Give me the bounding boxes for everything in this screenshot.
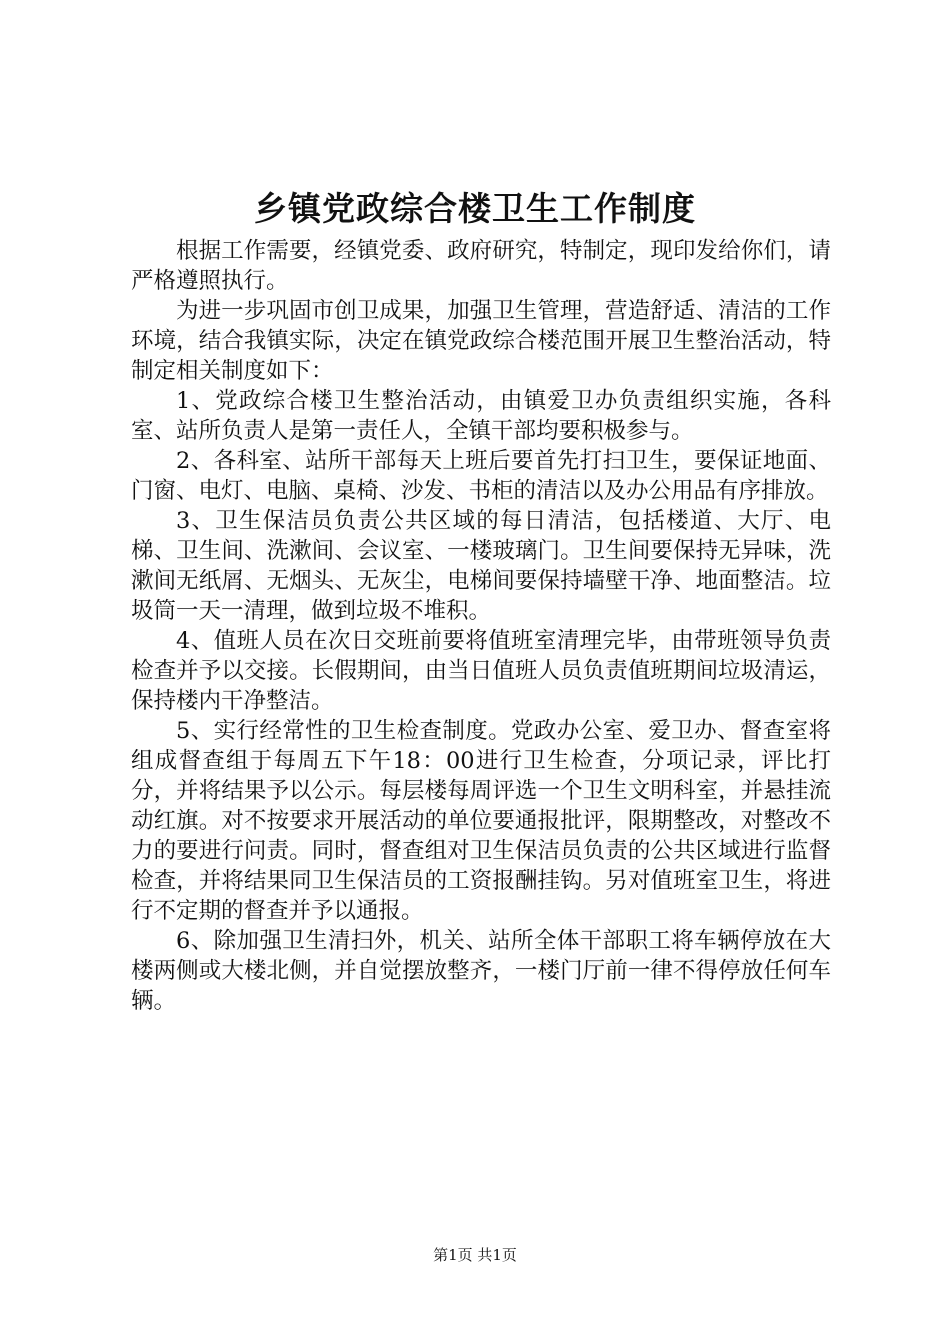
document-body: [131, 236, 831, 1016]
paragraph-rule-3: 3、卫生保洁员负责公共区域的每日清洁，包括楼道、大厅、电梯、卫生间、洗漱间、会议室、一楼玻璃门。卫生间要保持无异味，洗漱间无纸屑、无烟头、无灰尘，电梯间要保持墙壁干净、地面整洁。垃圾筒一天一清理，做到垃圾不堆积。: [131, 508, 831, 624]
paragraph-rule-4: 4、值班人员在次日交班前要将值班室清理完毕，由带班领导负责检查并予以交接。长假期间，由当日值班人员负责值班期间垃圾清运，保持楼内干净整洁。: [131, 628, 831, 714]
page-footer: 第1页 共1页: [433, 1246, 517, 1264]
paragraph-rule-6: 6、除加强卫生清扫外，机关、站所全体干部职工将车辆停放在大楼两侧或大楼北侧，并自觉摆放整齐，一楼门厅前一律不得停放任何车辆。: [131, 928, 831, 1014]
paragraph-rule-1: 1、党政综合楼卫生整治活动，由镇爱卫办负责组织实施，各科室、站所负责人是第一责任人，全镇干部均要积极参与。: [131, 388, 831, 444]
paragraph-rule-5: 5、实行经常性的卫生检查制度。党政办公室、爱卫办、督查室将组成督查组于每周五下午18：00进行卫生检查，分项记录，评比打分，并将结果予以公示。每层楼每周评选一个卫生文明科室，并悬挂流动红旗。对不按要求开展活动的单位要通报批评，限期整改，对整改不力的要进行问责。同时，督查组对卫生保洁员负责的公共区域进行监督检查，并将结果同卫生保洁员的工资报酬挂钩。另对值班室卫生，将进行不定期的督查并予以通报。: [131, 718, 831, 924]
paragraph-rule-2: 2、各科室、站所干部每天上班后要首先打扫卫生，要保证地面、门窗、电灯、电脑、桌椅、沙发、书柜的清洁以及办公用品有序排放。: [131, 448, 831, 504]
paragraph-intro: 根据工作需要，经镇党委、政府研究，特制定，现印发给你们，请严格遵照执行。: [131, 238, 831, 294]
document-title: 乡镇党政综合楼卫生工作制度: [254, 189, 696, 228]
paragraph-purpose: 为进一步巩固市创卫成果，加强卫生管理，营造舒适、清洁的工作环境，结合我镇实际，决定在镇党政综合楼范围开展卫生整治活动，特制定相关制度如下：: [131, 298, 831, 384]
